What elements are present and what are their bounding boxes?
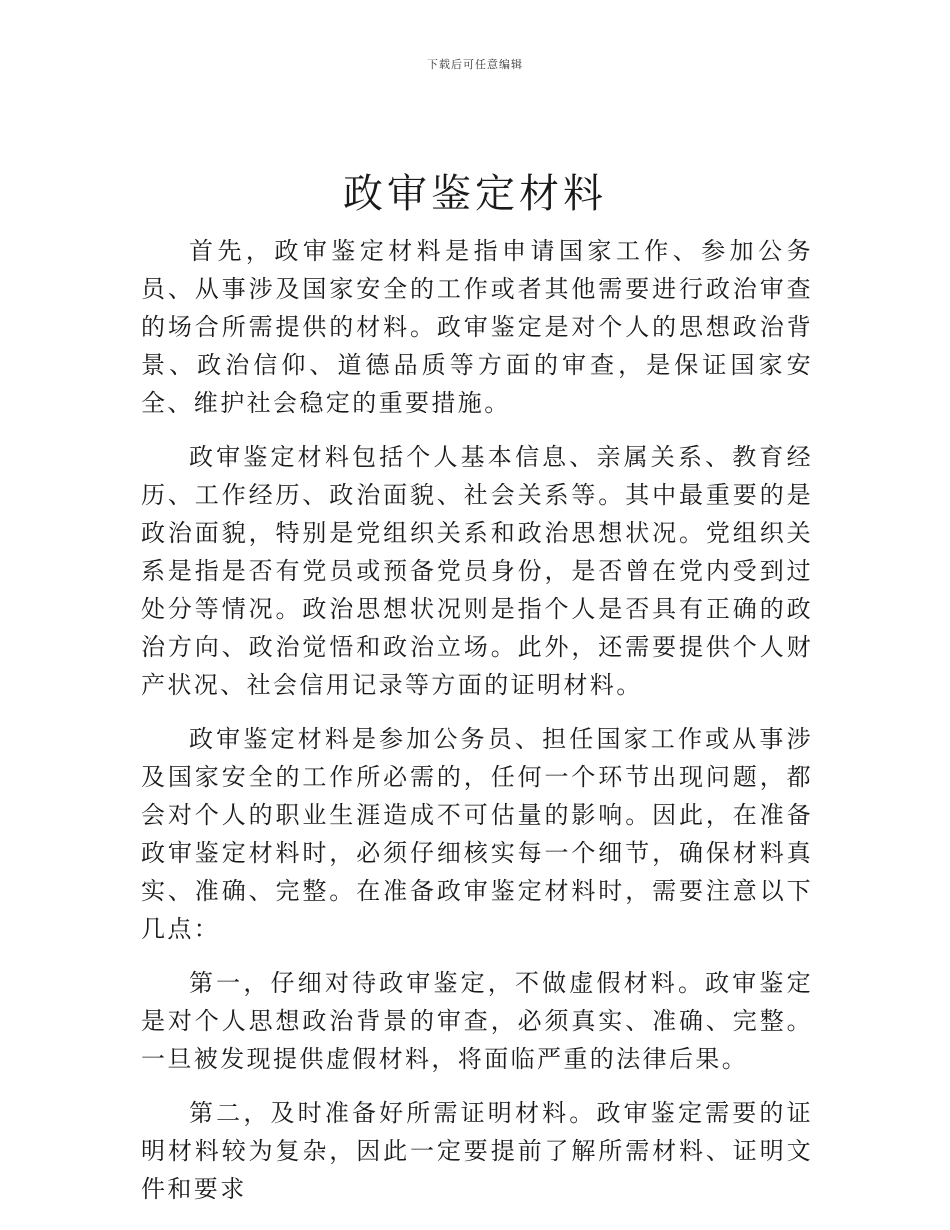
document-body [141, 232, 813, 1224]
page-header-note: 下载后可任意编辑 [427, 58, 523, 71]
paragraph-1: 首先，政审鉴定材料是指申请国家工作、参加公务员、从事涉及国家安全的工作或者其他需要进行政治审查的场合所需提供的材料。政审鉴定是对个人的思想政治背景、政治信仰、道德品质等方面的审查，是保证国家安全、维护社会稳定的重要措施。 [141, 237, 813, 417]
paragraph-3: 政审鉴定材料是参加公务员、担任国家工作或从事涉及国家安全的工作所必需的，任何一个环节出现问题，都会对个人的职业生涯造成不可估量的影响。因此，在准备政审鉴定材料时，必须仔细核实每一个细节，确保材料真实、准确、完整。在准备政审鉴定材料时，需要注意以下几点： [141, 725, 813, 943]
paragraph-2: 政审鉴定材料包括个人基本信息、亲属关系、教育经历、工作经历、政治面貌、社会关系等。其中最重要的是政治面貌，特别是党组织关系和政治思想状况。党组织关系是指是否有党员或预备党员身份，是否曾在党内受到过处分等情况。政治思想状况则是指个人是否具有正确的政治方向、政治觉悟和政治立场。此外，还需要提供个人财产状况、社会信用记录等方面的证明材料。 [141, 443, 813, 699]
paragraph-5: 第二，及时准备好所需证明材料。政审鉴定需要的证明材料较为复杂，因此一定要提前了解所需材料、证明文件和要求 [141, 1099, 813, 1203]
paragraph-4: 第一，仔细对待政审鉴定，不做虚假材料。政审鉴定是对个人思想政治背景的审查，必须真实、准确、完整。一旦被发现提供虚假材料，将面临严重的法律后果。 [141, 969, 813, 1073]
document-title: 政审鉴定材料 [343, 171, 607, 217]
